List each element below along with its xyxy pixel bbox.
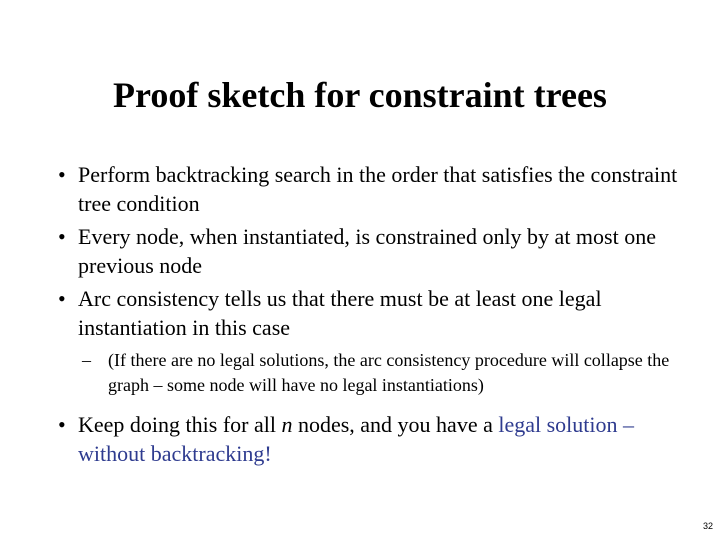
bullet-item-2: [56, 222, 686, 280]
sub-bullet-dash: –: [82, 350, 91, 370]
sub-bullet-item: [78, 348, 686, 398]
bullet-text-4-part2: nodes, and you have a: [292, 412, 499, 437]
bullet-text-3: Arc consistency tells us that there must be at least one legal instantiation in this case: [78, 286, 602, 340]
bullet-item-4: [56, 410, 686, 468]
sub-bullet-text: (If there are no legal solutions, the arc consistency procedure will collapse the graph – some node will have no legal instantiations): [108, 350, 670, 395]
bullet-item-3: [56, 284, 686, 342]
bullet-dot: •: [58, 224, 66, 249]
variable-n: n: [281, 412, 293, 437]
slide-body: [56, 160, 686, 472]
slide-title: Proof sketch for constraint trees: [113, 75, 607, 115]
bullet-text-2: Every node, when instantiated, is constrained only by at most one previous node: [78, 224, 656, 278]
bullet-item-1: [56, 160, 686, 218]
bullet-text-4-accent: legal solution – without backtracking!: [78, 412, 635, 466]
page-number: 32: [702, 521, 713, 531]
bullet-dot: •: [58, 162, 66, 187]
bullet-dot: •: [58, 412, 66, 437]
bullet-text-4-part1: Keep doing this for all: [78, 412, 282, 437]
bullet-text-1: Perform backtracking search in the order that satisfies the constraint tree condition: [78, 162, 678, 216]
bullet-dot: •: [58, 286, 66, 311]
